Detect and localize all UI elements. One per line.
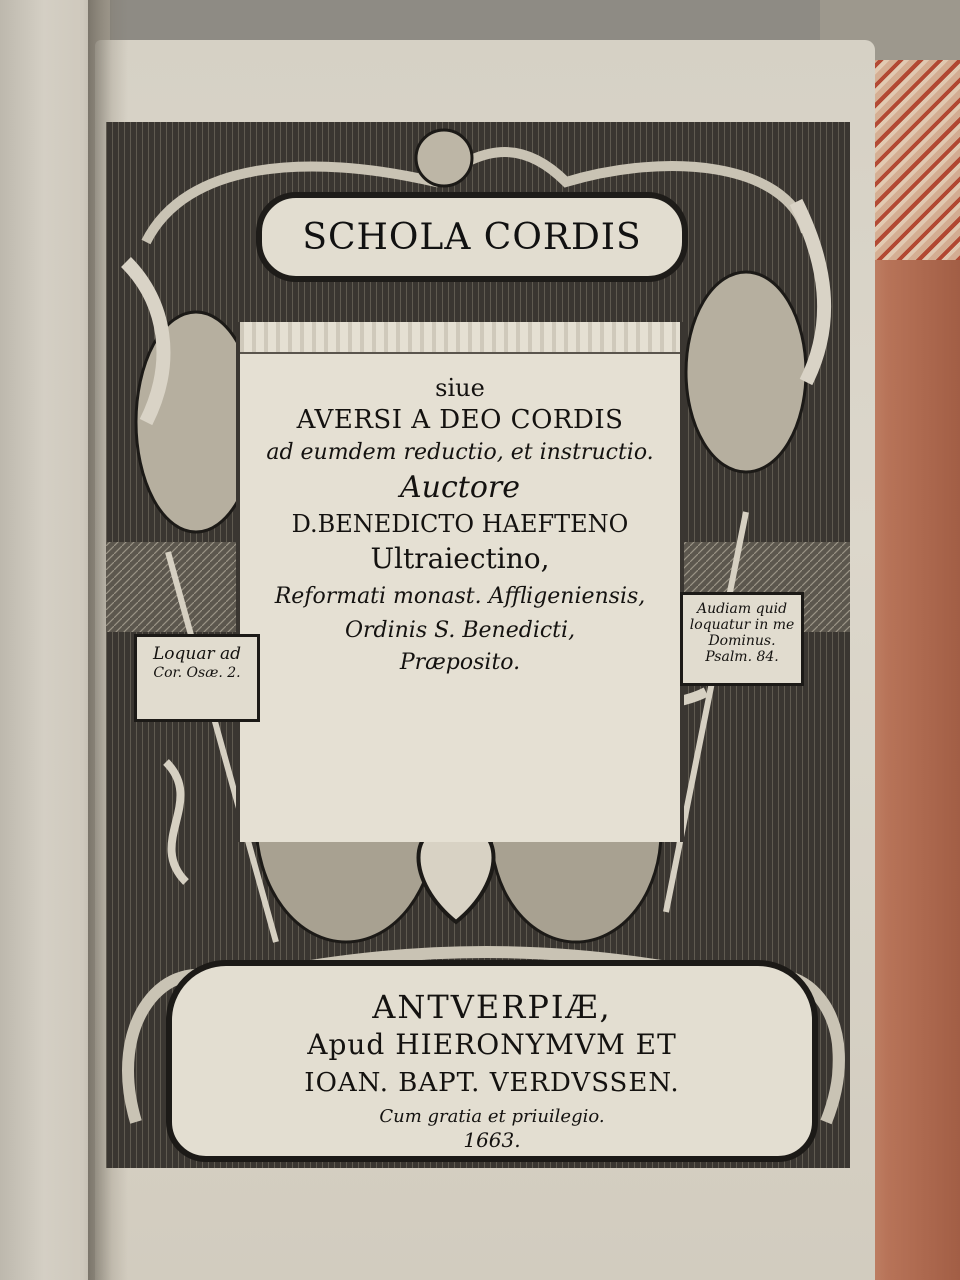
author-role-3: Præposito. (399, 650, 521, 675)
subtitle-siue: siue (435, 374, 485, 402)
author-name: D.BENEDICTO HAEFTENO (291, 510, 629, 538)
imprint-privilege: Cum gratia et priuilegio. (379, 1106, 605, 1127)
imprint-cartouche (166, 960, 818, 1162)
imprint-publisher-2: IOAN. BAPT. VERDVSSEN. (304, 1068, 680, 1098)
table-surface (0, 0, 960, 40)
right-banner-line-1: Audiam quid (696, 601, 788, 617)
author-origin: Ultraiectino, (370, 542, 550, 575)
right-cherub-figure (686, 272, 806, 472)
left-banner-line-1: Loquar ad (152, 644, 242, 664)
right-banner (680, 592, 804, 686)
title-cartouche (256, 192, 688, 282)
engraved-title-plate (106, 122, 850, 1168)
right-banner-line-4: Psalm. 84. (705, 649, 779, 666)
imprint-year: 1663. (463, 1128, 521, 1152)
imprint-city: ANTVERPIÆ, (372, 988, 612, 1026)
imprint-publisher-1: Apud HIERONYMVM ET (307, 1028, 677, 1061)
cherub-head-icon (416, 130, 472, 186)
left-banner (134, 634, 260, 722)
author-role-1: Reformati monast. Affligeniensis, (274, 584, 646, 609)
right-banner-line-2: loquatur in me (689, 617, 795, 634)
author-intro: Auctore (400, 470, 520, 505)
title-drape (236, 322, 684, 842)
subtitle-aversi: AVERSI A DEO CORDIS (296, 405, 624, 435)
subtitle-reductio: ad eumdem reductio, et instructio. (266, 440, 654, 465)
book-title: SCHOLA CORDIS (302, 216, 642, 258)
drape-folds (240, 322, 680, 354)
right-banner-line-3: Dominus. (708, 633, 776, 650)
author-role-2: Ordinis S. Benedicti, (344, 618, 576, 643)
left-banner-line-2: Cor. Osæ. 2. (153, 664, 241, 681)
